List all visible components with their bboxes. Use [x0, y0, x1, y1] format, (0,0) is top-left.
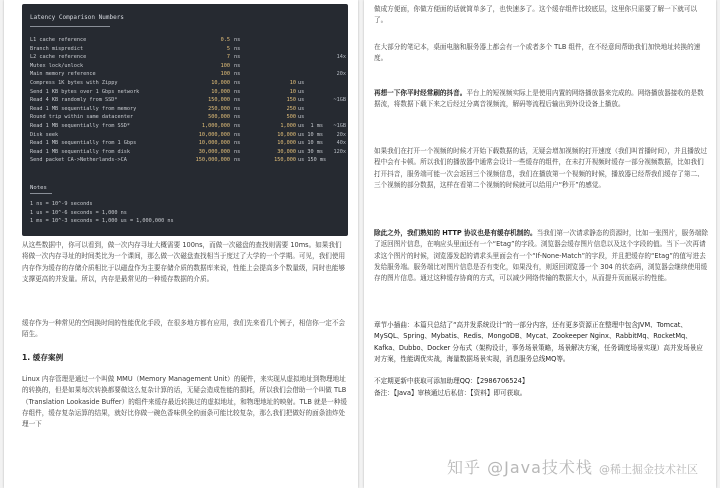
latency-cell-u1: ns — [234, 97, 241, 104]
latency-cell-v1: 10,000 — [211, 79, 230, 86]
latency-row — [30, 131, 346, 140]
latency-cell-u2: us 30 ms — [298, 148, 323, 155]
latency-rows — [30, 36, 346, 165]
latency-cell-u1: ns — [234, 54, 241, 61]
latency-cell-note: 120x — [333, 148, 346, 155]
latency-cell-v2: 10,000 — [277, 131, 296, 138]
heading-cache-examples: 1. 缓存案例 — [22, 353, 64, 362]
latency-cell-v1: 500,000 — [208, 114, 230, 121]
latency-cell-name: Read 4 KB randomly from SSD* — [30, 97, 118, 104]
http-body: 当我们第一次请求静态的资源时，比如一张图片，服务端除了返回图片信息，在响应头里面还有一个“Etag”的字段。浏览器会缓存图片信息以及这个字段的值。当下一次再请求这个图片的时候，浏览器发起的请求头里面会有一个“If-None-Match”的字段，并且把缓存的“Etag”的值写进去发给服务端。服务端比对图片信息是否有变化，如果没有，则返回浏览器一个 304 的状态码，浏览器会继续使用缓存的图片信息。通过这种缓存协商的方式，可以减少网络传输的数据大小，从而提升页面展示的性能。 — [374, 229, 708, 283]
right-page — [364, 0, 716, 488]
notes-title: Notes — [30, 185, 47, 191]
douyin-lead: 再想一下你平时经常刷的抖音。 — [374, 89, 467, 97]
latency-cell-u2: us 10 ms — [298, 131, 323, 138]
latency-cell-v1: 150,000,000 — [195, 157, 230, 164]
latency-cell-note: ~1GB — [333, 122, 346, 129]
latency-cell-name: Read 1 MB sequentially from 1 Gbps — [30, 140, 137, 147]
watermark-zhihu: 知乎 @Java技术栈 — [447, 458, 593, 477]
latency-cell-u1: ns — [234, 131, 241, 138]
latency-cell-name: Round trip within same datacenter — [30, 114, 134, 121]
watermark-juejin: @稀土掘金技术社区 — [599, 463, 698, 476]
latency-cell-v2: 150,000 — [274, 157, 296, 164]
latency-cell-name: Read 1 MB sequentially from SSD* — [30, 122, 130, 129]
latency-cell-u1: ns — [234, 71, 241, 78]
latency-cell-name: L2 cache reference — [30, 54, 87, 61]
latency-cell-v1: 30,000,000 — [198, 148, 230, 155]
latency-cell-v2: 500 — [286, 114, 296, 121]
note-line: 1 ms = 10^-3 seconds = 1,000 us = 1,000,000 ns — [30, 218, 174, 225]
latency-cell-u2: us — [298, 97, 305, 104]
latency-cell-v1: 100 — [220, 62, 230, 69]
latency-cell-u2: us — [298, 88, 305, 95]
latency-row — [30, 62, 346, 71]
latency-row — [30, 45, 346, 54]
latency-row — [30, 139, 346, 148]
latency-row — [30, 122, 346, 131]
latency-cell-u1: ns — [234, 105, 241, 112]
code-title: Latency Comparison Numbers — [30, 14, 124, 21]
latency-cell-u1: ns — [234, 148, 241, 155]
paragraph-video-cache: 如果我们在打开一个视频的时候才开始下载数据的话，无疑会增加视频的打开速度（我们叫首播时间），并且播放过程中会有卡顿。所以我们的播放器中通常会设计一些缓存的组件，在未打开视频时缓存一部分视频数据，比如我们打开抖音，服务端可能一次会返回三个视频信息，我们在播放第一个视频的时候，播放器已经帮我们缓存了第二、三个视频的部分数据，这样在看第二个视频的时候就可以给用户“秒开”的感觉。 — [374, 147, 707, 189]
http-lead: 除此之外，我们熟知的 HTTP 协议也是有缓存机制的。 — [374, 229, 537, 237]
code-title-underline — [30, 26, 110, 27]
latency-cell-note: 14x — [336, 54, 346, 61]
latency-row — [30, 148, 346, 157]
latency-row — [30, 70, 346, 79]
paragraph-http-cache — [374, 228, 708, 284]
latency-cell-name: Send packet CA->Netherlands->CA — [30, 157, 127, 164]
latency-cell-v1: 1,000,000 — [201, 122, 230, 129]
note-line: 1 us = 10^-6 seconds = 1,000 ns — [30, 209, 127, 216]
paragraph-qq: 不定期更新中获取可添加助理QQ：【2986706524】 — [374, 377, 529, 385]
latency-cell-u2: us 150 ms — [298, 157, 327, 164]
latency-row — [30, 113, 346, 122]
latency-cell-u2: us — [298, 79, 305, 86]
paragraph-douyin — [374, 88, 708, 111]
latency-cell-v2: 150 — [286, 97, 296, 104]
latency-cell-u1: ns — [234, 114, 241, 121]
latency-cell-v1: 10,000 — [211, 88, 230, 95]
latency-row — [30, 36, 346, 45]
latency-cell-v2: 10,000 — [277, 140, 296, 147]
latency-cell-name: Mutex lock/unlock — [30, 62, 84, 69]
latency-row — [30, 156, 346, 165]
latency-cell-u1: ns — [234, 62, 241, 69]
paragraph-note: 备注：【Java】审核通过后私信：【资料】即可获取。 — [374, 389, 527, 397]
latency-cell-v1: 150,000 — [208, 97, 230, 104]
latency-cell-v1: 0.5 — [220, 37, 230, 43]
latency-row — [30, 96, 346, 105]
latency-cell-name: Read 1 MB sequentially from disk — [30, 148, 130, 155]
latency-cell-u1: ns — [234, 140, 241, 147]
paragraph-tlb: Linux 内存管理是通过一个叫做 MMU（Memory Management Unit）的硬件，来实现从虚拟地址到物理地址的转换的，但是如果每次转换都要做这么复杂计算的话，无疑会造成性能的损耗，所以我们会借助一个叫做 TLB（Translation Lookaside Buffer）的组件来缓存最近转换过的虚拟地址，和物理地址的映射。TLB 就是一种缓存组件，缓存复杂运算的结果，就好比你做一碗色香味俱全的面条可能比较复杂，那么我们把做好的面条油炸处理一下 — [22, 375, 347, 429]
latency-cell-v2: 10 — [289, 88, 296, 95]
latency-cell-u2: us 1 ms — [298, 122, 323, 129]
latency-cell-name: Main memory reference — [30, 71, 96, 78]
latency-cell-note: 40x — [336, 140, 346, 147]
latency-cell-name: Branch mispredict — [30, 45, 84, 52]
latency-cell-u1: ns — [234, 79, 241, 86]
notes-list — [30, 200, 174, 226]
latency-cell-name: Send 1 KB bytes over 1 Gbps network — [30, 88, 140, 95]
latency-cell-u2: us — [298, 105, 305, 112]
paragraph-cache-intro: 缓存作为一种常见的空间换时间的性能优化手段，在很多地方都有应用，我们先来看几个例子，相信你一定不会陌生。 — [22, 319, 346, 339]
latency-cell-v2: 1,000 — [280, 122, 296, 129]
latency-row — [30, 79, 346, 88]
latency-row — [30, 88, 346, 97]
watermark — [447, 455, 698, 478]
latency-code-block — [22, 4, 348, 236]
latency-cell-v2: 10 — [289, 79, 296, 86]
left-page — [4, 0, 358, 488]
latency-row — [30, 105, 346, 114]
paragraph-instant-noodles: 做成方便面，你做方便面的话就简单多了，也快速多了。这个缓存组件比较底层，这里你只需要了解一下就可以了。 — [374, 5, 698, 25]
latency-cell-v1: 250,000 — [208, 105, 230, 112]
latency-cell-u1: ns — [234, 122, 241, 129]
latency-cell-u1: ns — [234, 157, 241, 164]
notes-underline — [30, 193, 52, 194]
note-line: 1 ns = 10^-9 seconds — [30, 201, 93, 207]
latency-cell-v1: 5 — [226, 45, 230, 52]
latency-cell-u1: ns — [234, 37, 241, 43]
latency-cell-v1: 7 — [226, 54, 230, 61]
latency-cell-note: 20x — [336, 71, 346, 78]
paragraph-memory-vs-disk: 从这些数据中，你可以看到，做一次内存寻址大概需要 100ns，而做一次磁盘的查找则需要 10ms。如果我们将做一次内存寻址的时间类比为一个课间，那么做一次磁盘查找相当于度过了大学的一个学期。可见，我们使用内存作为缓存的存储介质相比于以磁盘作为主要存储介质的数据库来说，性能上会提高多个数量级，同时也能够支撑更高的并发量。所以，内存是最常见的一种缓存数据的介质。 — [22, 241, 346, 283]
paragraph-tlb-devices: 在大部分的笔记本，桌面电脑和服务器上都会有一个或者多个 TLB 组件，在不经意间帮助我们加快地址转换的速度。 — [374, 43, 701, 63]
latency-cell-name: Read 1 MB sequentially from memory — [30, 105, 137, 112]
latency-row — [30, 53, 346, 62]
douyin-body: 平台上的短视频实际上是使用内置的网络播放器来完成的。网络播放器接收的是数据流，将数据下载下来之后经过分离音视频流，解码等流程后输出到外设设备上播放。 — [374, 89, 704, 109]
latency-cell-v2: 250 — [286, 105, 296, 112]
latency-cell-u2: us 10 ms — [298, 140, 323, 147]
latency-cell-name: Compress 1K bytes with Zippy — [30, 79, 118, 86]
latency-cell-u1: ns — [234, 88, 241, 95]
latency-cell-note: ~1GB — [333, 97, 346, 104]
latency-cell-name: Disk seek — [30, 131, 59, 138]
latency-cell-v2: 30,000 — [277, 148, 296, 155]
latency-cell-v1: 10,000,000 — [198, 140, 230, 147]
latency-cell-name: L1 cache reference — [30, 37, 87, 43]
latency-cell-u2: us — [298, 114, 305, 121]
latency-cell-u1: ns — [234, 45, 241, 52]
latency-cell-v1: 10,000,000 — [198, 131, 230, 138]
latency-cell-note: 20x — [336, 131, 346, 138]
paragraph-resources: 章节小插曲：本篇只总结了“高并发系统设计”的一部分内容，还有更多资源正在整理中包含JVM、Tomcat、MySQL、Spring、Mybatis、Redis、MongoDB、Mycat、Zookeeper Nginx、RabbitMq、RocketMq、Kafka、Dubbo、Docker 分布式（架构设计，事务场景策略，场景解决方案，任务调度场景实现）高并发场景应对方案，性能调优实战，海量数据场景实现，消息服务总线MQ等。 — [374, 321, 703, 363]
latency-cell-v1: 100 — [220, 71, 230, 78]
